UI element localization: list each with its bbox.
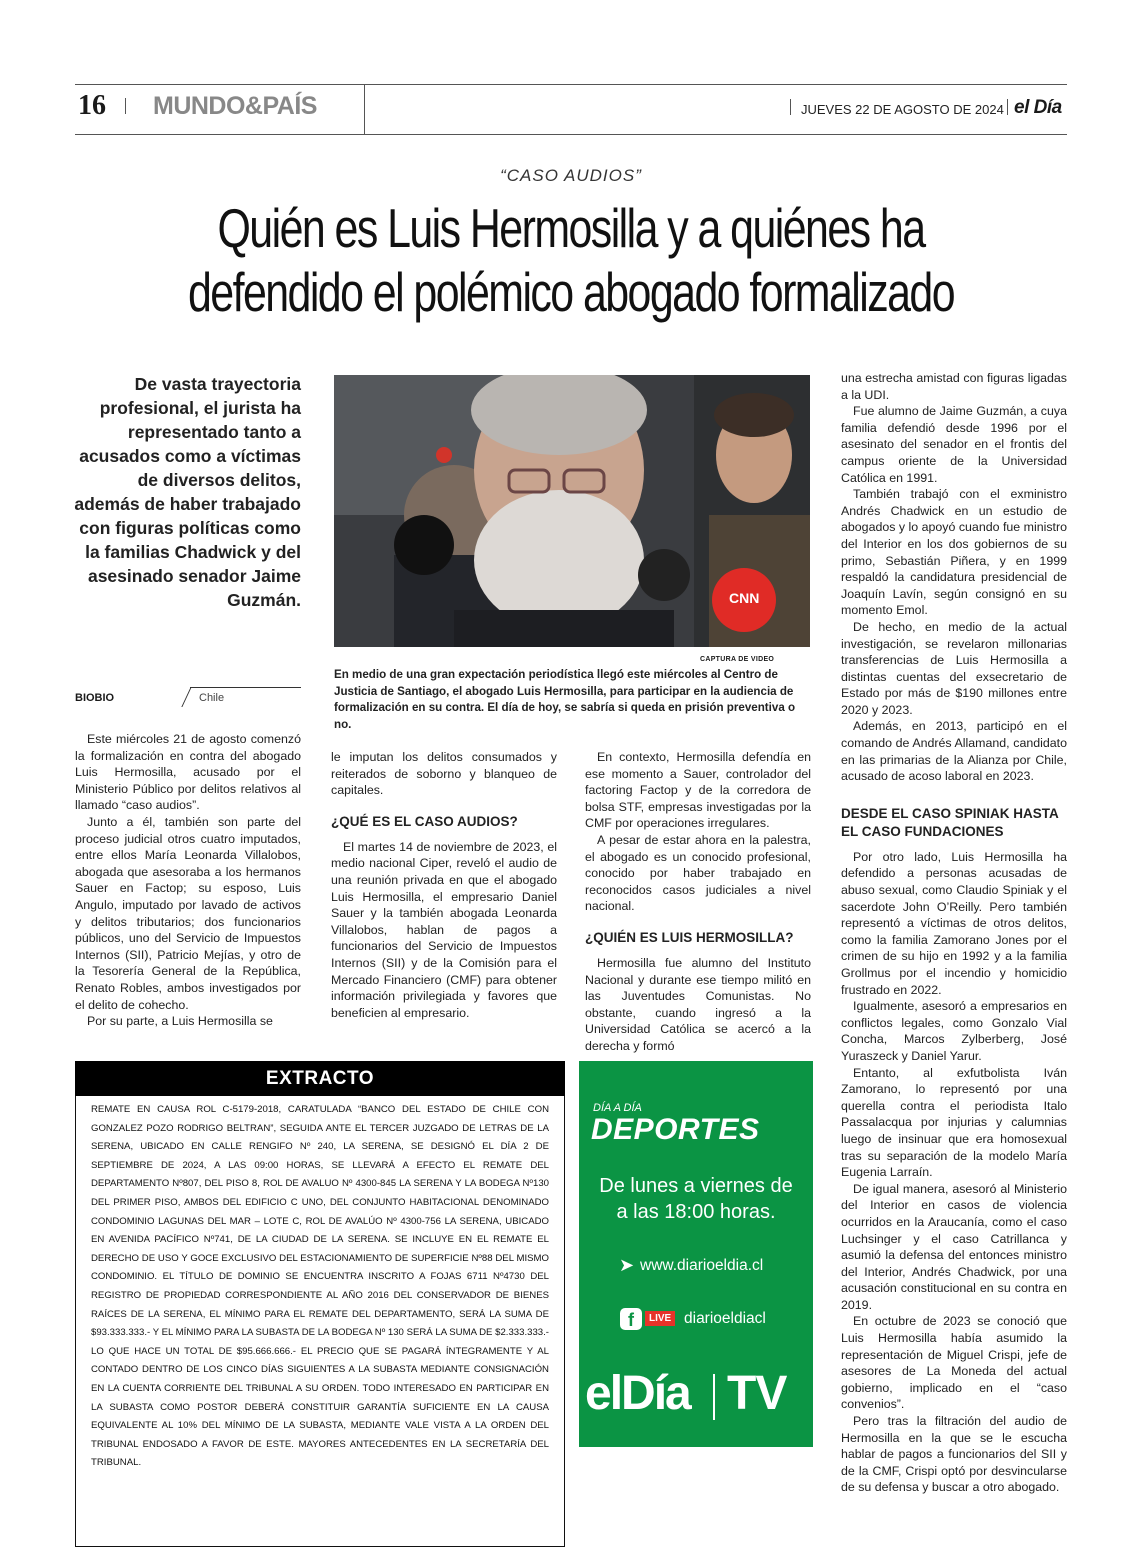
ad-schedule-line: De lunes a viernes de [599, 1175, 793, 1197]
body-paragraph: Fue alumno de Jaime Guzmán, a cuya familia defendió desde 1996 por el asesinato del senador en el frontis del campus oriente de la Universidad Católica en 1991. [841, 404, 1067, 485]
header-rule-bottom [75, 134, 1067, 135]
byline-agency: BIOBIO [75, 692, 115, 704]
cursor-icon: ➤ [619, 1255, 635, 1275]
subheading: ¿QUIÉN ES LUIS HERMOSILLA? [585, 929, 794, 945]
subheading: ¿QUÉ ES EL CASO AUDIOS? [331, 813, 518, 829]
byline-rule [190, 687, 301, 688]
body-paragraph: Además, en 2013, participó en el comando de Andrés Allamand, candidato en las primarias de la Alianza por Chile, acusado de acoso laboral en 2023. [841, 719, 1067, 784]
live-badge: LIVE [645, 1311, 675, 1326]
ad-tv-mark: TV [727, 1367, 787, 1420]
body-paragraph: A pesar de estar ahora en la palestra, el abogado es un conocido profesional, conocido por haber trabajado en reconocidos casos judiciales a nivel nacional. [585, 832, 811, 914]
body-paragraph: Por su parte, a Luis Hermosilla se [87, 1014, 273, 1029]
legal-notice-title: EXTRACTO [75, 1061, 565, 1096]
body-paragraph: Entanto, al exfutbolista Iván Zamorano, lo representó por una querella contra el periodista Italo Passalacqua por injurias y calumnias luego de insinuar que era homosexual tras su separación de la modelo María Eugenia Larraín. [841, 1065, 1067, 1180]
facebook-icon: f [620, 1308, 642, 1330]
header-divider [1007, 99, 1008, 115]
photo-credit: CAPTURA DE VIDEO [700, 656, 775, 663]
ad-logo: elDía [585, 1367, 690, 1420]
body-paragraph: De hecho, en medio de la actual investigación, se revelaron millonarias transferencias de Luis Hermosilla a distintas cuentas del exsecretario de Estado por más de $190 millones entre 2020 y 2023. [841, 619, 1067, 717]
body-paragraph: una estrecha amistad con figuras ligadas a la UDI. [841, 371, 1067, 402]
body-paragraph: Pero tras la filtración del audio de Hermosilla en la que se le escucha hablar de pagos a funcionarios del SII y de la CMF, Crispi optó por desvincularse de su defensa y buscar a otro abogado. [841, 1414, 1067, 1495]
body-paragraph: De igual manera, asesoró al Ministerio del Interior en casos de violencia ocurridos en la Araucanía, como el caso Luchsinger y el caso Catrillanca y asumió la defensa del entonces ministro del Interior, Andrés Chadwick, por una acusación constitucional en su contra en 2019. [841, 1181, 1067, 1312]
legal-notice-text: REMATE EN CAUSA ROL C-5179-2018, CARATULADA “BANCO DEL ESTADO DE CHILE CON GONZALEZ POZO RODRIGO BELTRAN”, SEGUIDA ANTE EL TERCER JUZGADO DE LETRAS DE LA SERENA, UBICADO EN CALLE RENGIFO Nº 240, LA SERENA, SE DESIGNÓ EL DÍA 2 DE SEPTIEMBRE DE 2024, A LAS 09:00 HORAS, SE LLEVARÁ A EFECTO EL REMATE DEL DEPARTAMENTO Nº807, DEL PISO 8, ROL DE AVALUO Nº 4300-845 LA SERENA Y LA BODEGA Nº130 DEL PRIMER PISO, AMBOS DEL EDIFICIO C UNO, DEL CONJUNTO HABITACIONAL DENOMINADO CONDOMINIO LAGUNAS DEL MAR – LOTE C, ROL DE AVALÚO Nº 4300-756 LA SERENA, UBICADO EN AVENIDA PACÍFICO Nº741, DE LA CIUDAD DE LA SERENA. SE INCLUYE EN EL REMATE EL DERECHO DE USO Y GOCE EXCLUSIVO DEL ESTACIONAMIENTO DE SUPERFICIE Nº88 DEL MISMO CONDOMINIO. EL TÍTULO DE DOMINIO SE ENCUENTRA INSCRITO A FOJAS 6711 Nº4730 DEL REGISTRO DE PROPIEDAD CORRESPONDIENTE AL AÑO 2016 DEL CONSERVADOR DE BIENES RAÍCES DE LA SERENA, EL MÍNIMO PARA EL REMATE DEL DEPARTAMENTO, SERÁ LA SUMA DE $93.333.333.- Y EL MÍNIMO PARA LA SUBASTA DE LA BODEGA Nº 130 SERÁ LA SUMA DE $2.333.333.- LO QUE HACE UN TOTAL DE $95.666.666.- EL PRECIO QUE SE PAGARÁ ÍNTEGRAMENTE Y AL CONTADO DENTRO DE LOS CINCO DÍAS SIGUIENTES A LA SUBASTA MEDIANTE CONSIGNACIÓN EN LA CUENTA CORRIENTE DEL TRIBUNAL A SU ORDEN. TODO INTERESADO EN PARTICIPAR EN LA SUBASTA COMO POSTOR DEBERÁ CONSTITUIR GARANTÍA SUFICIENTE EN LA CAUSA EQUIVALENTE AL 10% DEL MÍNIMO DE LA SUBASTA, MEDIANTE VALE VISTA A LA ORDEN DEL TRIBUNAL ENDOSADO A FAVOR DE ESTE. MAYORES ANTECEDENTES EN LA SECRETARÍA DEL TRIBUNAL. [91, 1104, 549, 1469]
body-paragraph: También trabajó con el exministro Andrés Chadwick en un estudio de abogados y lo apoyó cuando fue ministro del Interior en los dos gobiernos de su primo, Sebastián Piñera, y en 1999 respaldó la candidatura presidencial de Joaquín Lavín, según consignó en su momento Emol. [841, 487, 1067, 618]
photo-illustration [334, 375, 810, 647]
body-paragraph: En octubre de 2023 se conoció que Luis Hermosilla había asumido la representación de Miguel Crispi, jefe de asesores de La Moneda del actual gobierno, implicado en el “caso convenios”. [841, 1314, 1067, 1412]
body-paragraph: El martes 14 de noviembre de 2023, el medio nacional Ciper, reveló el audio de una reunión privada en que el abogado Luis Hermosilla, el empresario Daniel Sauer y la también abogada Leonarda Villalobos, hablan de pagos a funcionarios del Servicio de Impuestos Internos (SII) y de la Comisión para el Mercado Financiero (CMF) para obtener información privilegiada y favores que beneficien al empresario. [331, 839, 557, 1020]
body-paragraph: Por otro lado, Luis Hermosilla ha defendido a personas acusadas de abuso sexual, como Claudio Spiniak y el sacerdote John O’Reilly. Pero también representó a víctimas de otros delitos, como la familia Zamorano Jones por el crimen de su hijo en 1992 y a la familia Grollmus por el incendio y homicidio frustrado en 2022. [841, 849, 1067, 997]
ad-tagline: DÍA A DÍA [593, 1102, 642, 1114]
article-kicker: “CASO AUDIOS” [500, 166, 642, 185]
article-deck: De vasta trayectoria profesional, el jurista ha representado tanto a acusados como a víctimas de diversos delitos, además de haber trabajado con figuras políticas como la familias Chadwick y del asesinado senador Jaime Guzmán. [74, 374, 301, 610]
article-headline: Quién es Luis Hermosilla y a quiénes ha defendido el polémico abogado formalizado [187, 197, 955, 323]
byline-place: Chile [199, 692, 225, 704]
newspaper-logo: el Día [1014, 97, 1062, 118]
svg-text:CNN: CNN [729, 590, 760, 606]
ad-logo-divider [713, 1374, 715, 1420]
header-divider [125, 98, 126, 114]
page-number: 16 [78, 90, 106, 121]
article-column-3 [585, 749, 811, 1055]
photo-caption: En medio de una gran expectación periodística llegó este miércoles al Centro de Justicia de Santiago, el abogado Luis Hermosilla, para participar en la audiencia de formalización en su contra. El día de hoy, se sabría si queda en prisión preventiva o no. [334, 668, 796, 731]
article-photo [334, 375, 810, 647]
article-column-1 [75, 731, 301, 1030]
ad-schedule-time: a las 18:00 horas. [616, 1201, 776, 1223]
byline-divider [181, 687, 191, 707]
article-column-4 [841, 370, 1067, 1496]
header-bracket [364, 84, 365, 134]
header-divider [790, 99, 791, 115]
body-paragraph: Junto a él, también son parte del proceso judicial otros cuatro imputados, entre ellos María Leonarda Villalobos, abogada que asesoraba a los hermanos Sauer en Factop; su esposo, Luis Angulo, imputado por lavado de activos y delitos tributarios; dos funcionarios públicos, uno del Servicio de Impuestos Internos (SII), Patricio Mejías, y otro de la Tesorería General de la República, Renato Robles, ambos investigados por el delito de cohecho. [75, 814, 301, 1012]
article-column-2 [331, 749, 557, 1021]
ad-brand: DEPORTES [591, 1113, 760, 1146]
section-title: MUNDO&PAÍS [153, 92, 317, 120]
header-rule-top [75, 84, 1067, 85]
body-paragraph: En contexto, Hermosilla defendía en ese momento a Sauer, controlador del factoring Factop y de la corredora de bolsa STF, empresas investigadas por la CMF por operaciones irregulares. [585, 750, 811, 831]
subheading: DESDE EL CASO SPINIAK HASTA EL CASO FUNDACIONES [841, 805, 1059, 839]
body-paragraph: Igualmente, asesoró a empresarios en conflictos legales, como Gonzalo Vial Concha, Marcos Zylberberg, José Yuraszeck y Daniel Yarur. [841, 999, 1067, 1063]
body-paragraph: Hermosilla fue alumno del Instituto Nacional y durante ese tiempo militó en las Juventudes Comunistas. No obstante, cuando ingresó a la Universidad Católica se acercó a la derecha y formó [585, 955, 811, 1053]
body-paragraph: Este miércoles 21 de agosto comenzó la formalización en contra del abogado Luis Hermosilla, acusado por el Ministerio Público por delitos relativos al llamado “caso audios”. [75, 732, 301, 813]
ad-social-handle[interactable]: diarioeldiacl [684, 1310, 766, 1327]
issue-date: JUEVES 22 DE AGOSTO DE 2024 [801, 102, 1004, 117]
body-paragraph: le imputan los delitos consumados y reiterados de soborno y blanqueo de capitales. [331, 750, 557, 798]
ad-website-link[interactable]: www.diarioeldia.cl [640, 1257, 764, 1274]
